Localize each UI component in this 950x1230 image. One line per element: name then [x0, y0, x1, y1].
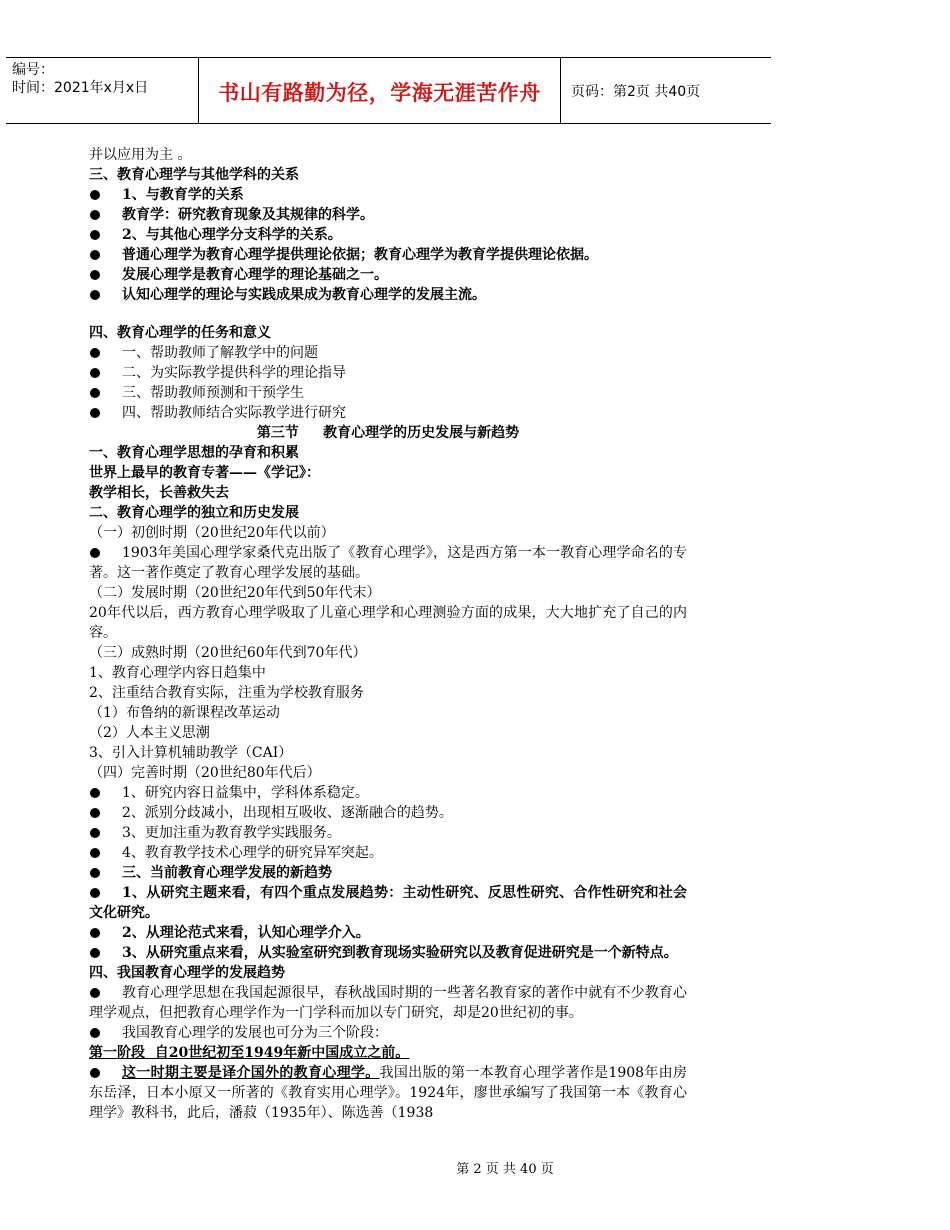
- bullet-icon: [90, 1068, 100, 1078]
- bullet-item: 发展心理学是教育心理学的理论基础之一。: [89, 265, 687, 285]
- text-line: （四）完善时期（20世纪80年代后）: [89, 765, 321, 781]
- bullet-item: 三、帮助教师预测和干预学生: [89, 383, 687, 403]
- header-meta-cell: [6, 58, 199, 123]
- bullet-icon: [90, 388, 100, 398]
- header-motto-cell: [199, 58, 561, 123]
- text-line: 1、教育心理学内容日趋集中: [89, 665, 266, 681]
- bullet-icon: [90, 788, 100, 798]
- bullet-item: 三、当前教育心理学发展的新趋势: [89, 863, 687, 883]
- section-heading: 四、教育心理学的任务和意义: [89, 325, 271, 341]
- text-line: （二）发展时期（20世纪20年代到50年代末）: [89, 585, 381, 601]
- bullet-paragraph: 3、从研究重点来看，从实验室研究到教育现场实验研究以及教育促进研究是一个新特点。: [89, 943, 687, 963]
- page-footer: 第 2 页 共 40 页: [456, 1162, 554, 1177]
- section-heading: 四、我国教育心理学的发展趋势: [89, 965, 285, 981]
- bullet-item: 4、教育教学技术心理学的研究异军突起。: [89, 843, 687, 863]
- page-header: [6, 57, 771, 124]
- bullet-item: 2、与其他心理学分支科学的关系。: [89, 225, 687, 245]
- bullet-icon: [90, 928, 100, 938]
- bullet-item: 四、帮助教师结合实际教学进行研究: [89, 403, 687, 423]
- section-heading: 二、教育心理学的独立和历史发展: [89, 505, 299, 521]
- bullet-item: 3、更加注重为教育教学实践服务。: [89, 823, 687, 843]
- time-label: 时间：2021年x月x日: [12, 80, 149, 96]
- text-line: （三）成熟时期（20世纪60年代到70年代）: [89, 645, 367, 661]
- bullet-icon: [90, 270, 100, 280]
- bullet-icon: [90, 828, 100, 838]
- bullet-icon: [90, 548, 100, 558]
- bullet-item: 教育学：研究教育现象及其规律的科学。: [89, 205, 687, 225]
- bullet-item: 1、研究内容日益集中，学科体系稳定。: [89, 783, 687, 803]
- bullet-icon: [90, 888, 100, 898]
- bullet-item: 一、帮助教师了解教学中的问题: [89, 343, 687, 363]
- emphasis-text: 这一时期主要是译介国外的教育心理学。: [122, 1065, 380, 1081]
- bullet-icon: [90, 408, 100, 418]
- bullet-paragraph: 1、从研究主题来看，有四个重点发展趋势：主动性研究、反思性研究、合作性研究和社会文化研究。: [89, 885, 687, 921]
- section-heading: 一、教育心理学思想的孕育和积累: [89, 445, 299, 461]
- bullet-item: 我国教育心理学的发展也可分为三个阶段：: [89, 1023, 687, 1043]
- bullet-icon: [90, 1028, 100, 1038]
- text-line: 并以应用为主 。: [89, 147, 192, 163]
- bullet-icon: [90, 808, 100, 818]
- bullet-item: 认知心理学的理论与实践成果成为教育心理学的发展主流。: [89, 285, 687, 305]
- bullet-paragraph: 1903年美国心理学家桑代克出版了《教育心理学》，这是西方第一本一教育心理学命名的专著。这一著作奠定了教育心理学发展的基础。: [89, 545, 687, 581]
- bullet-icon: [90, 868, 100, 878]
- text-line: 教学相长，长善救失去: [89, 485, 229, 501]
- bullet-icon: [90, 230, 100, 240]
- bullet-icon: [90, 290, 100, 300]
- page-info: 页码：第2页 共40页: [571, 84, 701, 100]
- text-line: （2）人本主义思潮: [89, 725, 210, 741]
- bullet-icon: [90, 848, 100, 858]
- bullet-paragraph: 这一时期主要是译介国外的教育心理学。我国出版的第一本教育心理学著作是1908年由房东岳泽，日本小原又一所著的《教育实用心理学》。1924年，廖世承编写了我国第一本《教育心理学》教科书，此后，潘菽（1935年）、陈选善（1938: [89, 1065, 687, 1121]
- bullet-icon: [90, 210, 100, 220]
- text-line: （一）初创时期（20世纪20年代以前）: [89, 525, 335, 541]
- bullet-item: 二、为实际教学提供科学的理论指导: [89, 363, 687, 383]
- text-line: 2、注重结合教育实际，注重为学校教育服务: [89, 685, 364, 701]
- chapter-title: 第三节 教育心理学的历史发展与新趋势: [256, 425, 520, 441]
- bullet-icon: [90, 190, 100, 200]
- document-body: [89, 145, 687, 1123]
- bullet-icon: [90, 368, 100, 378]
- bullet-item: 1、与教育学的关系: [89, 185, 687, 205]
- text-line: （1）布鲁纳的新课程改革运动: [89, 705, 280, 721]
- text-line: 世界上最早的教育专著——《学记》：: [89, 465, 320, 481]
- bullet-icon: [90, 250, 100, 260]
- text-line: 3、引入计算机辅助教学（CAI）: [89, 745, 293, 761]
- motto: 书山有路勤为径，学海无涯苦作舟: [218, 81, 541, 105]
- section-heading: 三、教育心理学与其他学科的关系: [89, 167, 299, 183]
- stage-heading: 第一阶段 自20世纪初至1949年新中国成立之前。: [89, 1045, 410, 1061]
- bullet-paragraph: 教育心理学思想在我国起源很早，春秋战国时期的一些著名教育家的著作中就有不少教育心理学观点，但把教育心理学作为一门学科而加以专门研究，却是20世纪初的事。: [89, 985, 687, 1021]
- paragraph: 20年代以后，西方教育心理学吸取了儿童心理学和心理测验方面的成果，大大地扩充了自己的内容。: [89, 605, 687, 641]
- bullet-item: 普通心理学为教育心理学提供理论依据；教育心理学为教育学提供理论依据。: [89, 245, 687, 265]
- bullet-icon: [90, 948, 100, 958]
- bullet-item: 2、从理论范式来看，认知心理学介入。: [89, 923, 687, 943]
- header-page-cell: [561, 58, 771, 123]
- bullet-icon: [90, 348, 100, 358]
- number-label: 编号：: [12, 62, 54, 78]
- blank-line: [89, 305, 687, 323]
- bullet-icon: [90, 988, 100, 998]
- bullet-item: 2、派别分歧减小，出现相互吸收、逐渐融合的趋势。: [89, 803, 687, 823]
